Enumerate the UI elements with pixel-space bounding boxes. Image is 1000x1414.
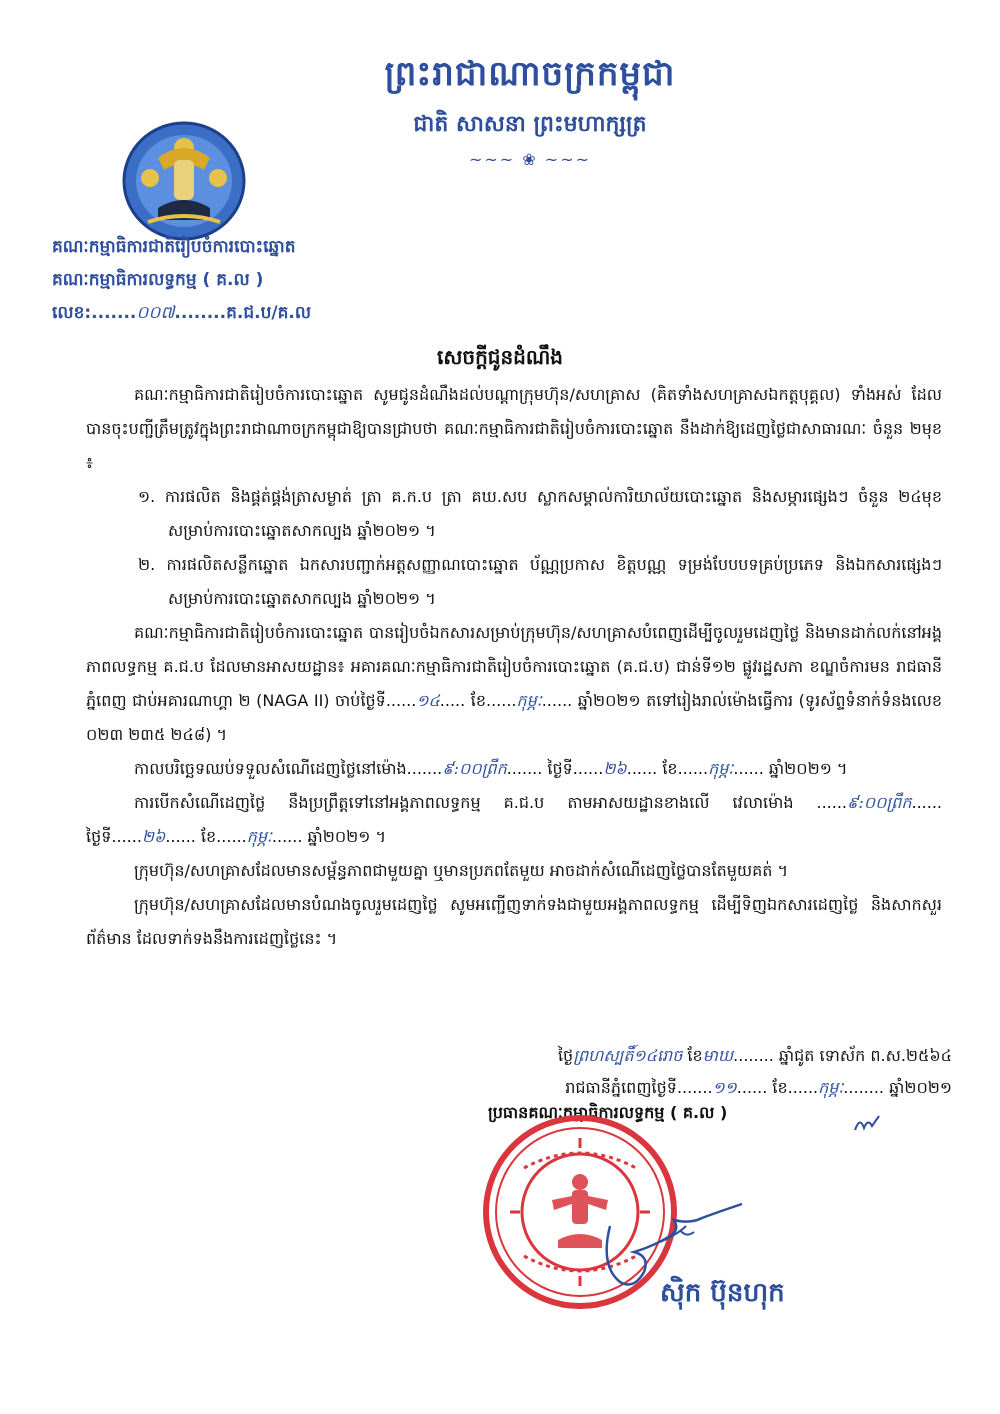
text-segment: រាជធានីភ្នំពេញថ្ងៃទី....... — [565, 1078, 713, 1097]
start-day: ១៤ — [416, 691, 440, 710]
paragraph-documents — [86, 616, 942, 752]
header-divider: ~~~ ❀ ~~~ — [468, 150, 591, 169]
paragraph-affiliation: ក្រុមហ៊ុន/សហគ្រាសដែលមានសម្ព័ន្ធភាពជាមួយគ្នា ឬមានប្រភពតែមួយ អាចដាក់សំណើដេញថ្លៃបានតែមួយគត់ ។ — [134, 861, 789, 880]
kingdom-title: ព្រះរាជាណាចក្រកម្ពុជា — [384, 54, 676, 94]
solar-date — [432, 1072, 952, 1104]
paragraph-contact: ក្រុមហ៊ុន/សហគ្រាសដែលមានបំណងចូលរួមដេញថ្លៃ សូមអញ្ជើញទាក់ទងជាមួយអង្គភាពលទ្ធកម្ម ដើម្បីទិញឯកសារដេញថ្លៃ និងសាកសួរព័ត៌មាន ដែលទាក់ទងនឹងការដេញថ្លៃនេះ ។ — [86, 895, 942, 948]
paragraph-intro: គណៈកម្មាធិការជាតិរៀបចំការបោះឆ្នោត សូមជូនដំណឹងដល់បណ្តាក្រុមហ៊ុន/សហគ្រាស (គិតទាំងសហគ្រាសឯកត្តបុគ្គល) ទាំងអស់ ដែលបានចុះបញ្ជីត្រឹមត្រូវក្នុងព្រះរាជាណាចក្រកម្ពុជាឱ្យបានជ្រាបថា គណៈកម្មាធិការជាតិរៀបចំការបោះឆ្នោត នឹងដាក់ឱ្យដេញថ្លៃជាសាធារណៈ ចំនួន ២មុខ ៖ — [86, 385, 942, 472]
text-segment: កាលបរិច្ឆេទឈប់ទទួលសំណើដេញថ្លៃនៅម៉ោង....... — [134, 759, 443, 778]
text-segment: ...... ខែ...... — [626, 759, 709, 778]
document-title: សេចក្តីជូនដំណឹង — [437, 345, 563, 369]
reference-label: លេខ:....... — [52, 303, 137, 323]
solar-month: កុម្ភៈ — [818, 1078, 844, 1097]
text-segment: ...... ថ្ងៃទី...... — [86, 793, 942, 846]
text-segment: ....... ថ្ងៃទី...... — [506, 759, 604, 778]
text-segment: ........ ឆ្នាំ២០២១ — [843, 1078, 952, 1097]
signer-name: ស៊ិក ប៊ុនហុក — [660, 1278, 785, 1308]
text-segment: ខែ — [682, 1046, 703, 1065]
institution-emblem-icon — [118, 118, 250, 244]
start-month: កុម្ភៈ — [516, 691, 542, 710]
lunar-month: មាឃ — [702, 1046, 734, 1065]
lunar-date — [432, 1040, 952, 1072]
initials-mark-icon — [852, 1112, 882, 1136]
deadline-time: ៩:០០ព្រឹក — [442, 759, 507, 778]
text-segment: ........ ឆ្នាំជូត ទោស័ក ព.ស.២៥៦៤ — [733, 1046, 952, 1065]
solar-day: ១១ — [712, 1078, 737, 1097]
committee-name: គណៈកម្មាធិការលទ្ធកម្ម ( គ.ល ) — [52, 270, 264, 290]
text-segment: ...... ឆ្នាំ២០២១ ។ — [733, 759, 848, 778]
text-segment: ...... ខែ...... — [165, 827, 247, 846]
opening-month: កុម្ភៈ — [246, 827, 272, 846]
text-segment: ...... ឆ្នាំ២០២១ តទៅរៀងរាល់ម៉ោងធ្វើការ (ទូរស័ព្ទទំនាក់ទំនងលេខ ០២៣ ២៣៥ ២៤៨) ។ — [86, 691, 943, 744]
national-motto: ជាតិ សាសនា ព្រះមហាក្សត្រ — [413, 111, 647, 137]
signer-title: ប្រធានគណៈកម្មាធិការលទ្ធកម្ម ( គ.ល ) — [488, 1103, 728, 1122]
text-segment: ...... ឆ្នាំ២០២១ ។ — [271, 827, 387, 846]
list-item-2: ២. ការផលិតសន្លឹកឆ្នោត ឯកសារបញ្ជាក់អត្តសញ្ញាណបោះឆ្នោត ប័ណ្ណប្រកាស ខិត្តបណ្ណ ទម្រង់បែបបទគ្រប់ប្រភេទ និងឯកសារផ្សេងៗ សម្រាប់ការបោះឆ្នោតសាកល្បង ឆ្នាំ២០២១ ។ — [138, 555, 942, 608]
opening-day: ២៦ — [141, 827, 166, 846]
reference-suffix: ........គ.ជ.ប/គ.ល — [174, 303, 312, 323]
list-item-1: ១. ការផលិត និងផ្គត់ផ្គង់ត្រាសម្ងាត់ ត្រា គ.ក.ប ត្រា គឃ.សប ស្លាកសម្គាល់ការិយាល័យបោះឆ្នោត និងសម្ភារផ្សេងៗ ចំនួន ២៤មុខ សម្រាប់ការបោះឆ្នោតសាកល្បង ឆ្នាំ២០២១ ។ — [138, 487, 942, 540]
text-segment: ...... ខែ...... — [736, 1078, 819, 1097]
deadline-month: កុម្ភៈ — [708, 759, 734, 778]
document-body — [86, 378, 942, 956]
paragraph-opening — [86, 786, 942, 854]
reference-value: ០០៧ — [136, 303, 175, 323]
lunar-day: ព្រហស្បតិ៍១៤រោច — [573, 1046, 683, 1065]
paragraph-deadline — [86, 752, 942, 786]
text-segment: ..... ខែ...... — [439, 691, 517, 710]
deadline-day: ២៦ — [603, 759, 627, 778]
text-segment: គណៈកម្មាធិការជាតិរៀបចំការបោះឆ្នោត បានរៀបចំឯកសារសម្រាប់ក្រុមហ៊ុន/សហគ្រាសបំពេញដើម្បីចូលរួមដេញថ្លៃ និងមានដាក់លក់នៅអង្គភាពលទ្ធកម្ម គ.ជ.ប ដែលមានអាសយដ្ឋាន៖ អគារគណៈកម្មាធិការជាតិរៀបចំការបោះឆ្នោត (គ.ជ.ប) ជាន់ទី១២ ផ្លូវរដ្ឋសភា ខណ្ឌចំការមន រាជធានីភ្នំពេញ ជាប់អគារណាហ្គា ២ (NAGA II) ចាប់ថ្ងៃទី...... — [86, 623, 942, 710]
opening-time: ៩:០០ព្រឹក — [847, 793, 912, 812]
text-segment: ការបើកសំណើដេញថ្លៃ នឹងប្រព្រឹត្តទៅនៅអង្គភាពលទ្ធកម្ម គ.ជ.ប តាមអាសយដ្ឋានខាងលើ វេលាម៉ោង ...... — [134, 793, 848, 812]
reference-number — [52, 302, 311, 327]
text-segment: ថ្ងៃ — [557, 1046, 574, 1065]
date-block — [432, 1040, 952, 1104]
institution-name: គណៈកម្មាធិការជាតិរៀបចំការបោះឆ្នោត — [52, 237, 296, 257]
